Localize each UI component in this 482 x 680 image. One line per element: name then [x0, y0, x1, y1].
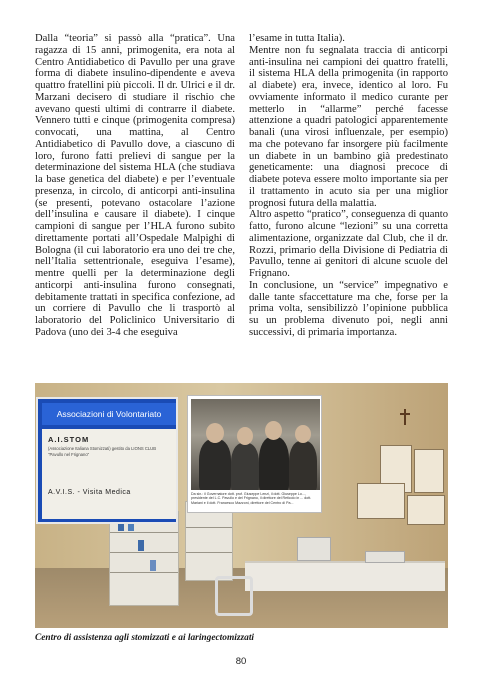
wall-poster	[357, 483, 405, 519]
chair	[215, 576, 253, 616]
paragraph: Altro aspetto “pratico”, conseguenza di quanto fatto, furono alcune “lezioni” su una corretta alimentazione, organizzate dal Club, che il dr. Rozzi, primario della Divisione di Pediatria di Pavullo, tenne ai genitori di alcune scuole del Frignano.	[249, 209, 448, 279]
paragraph: Mentre non fu segnalata traccia di anticorpi anti-insulina nei campioni dei quattro fratelli, il sistema HLA della primogenita (in rapporto al diabete) era, invece, identico al loro. Fu ovviamente informato il medico curante per metterlo in “allarme” perché facesse attenzione a quadri patologici apparentemente banali (una virosi influenzale, per esempio) ma che potevano far insorgere più facilmente un diabete in un bambino già predestinato geneticamente: una diagnosi precoce di diabete poteva essere molto importante sia per il trattamento in acuto sia per una miglior prognosi futura della malattia.	[249, 44, 448, 209]
text-column-left	[35, 33, 235, 339]
wall-poster	[407, 495, 445, 525]
sign-line: (Associazione Italiana Stomizzati) gestito da LIONS CLUB "Pavullo nel Frignano"	[48, 446, 156, 457]
paragraph: Dalla “teoria” si passò alla “pratica”. Una ragazza di 15 anni, primogenita, era nota al Centro Antidiabetico di Pavullo per una grave forma di diabete insulino-dipendente e aveva quattro fratellini più piccoli. Il dr. Ulrici e il dr. Marzani decisero di studiare il rischio che avevano questi ultimi di contrarre il diabete. Vennero tutti e cinque (primogenita compresa) convocati, una mattina, al Centro Antidiabetico di Pavullo dove, a ciascuno di loro, furono fatti prelievi di sangue per la determinazione del sistema HLA (che studiava la base genetica del diabete) e per l’eventuale presenza, in circolo, di anticorpi anti-insulina (se presenti, potevano ostacolare l’azione dell’insulina e causare il diabete). I cinque campioni di sangue per l’HLA furono subito direttamente portati all’Ospedale Malpighi di Bologna (il cui laboratorio era uno dei tre che, nell’Italia settentrionale, eseguiva l’esame), mentre quelli per la determinazione degli anticorpi anti-insulina furono consegnati, debitamente trattati in specifica confezione, ad un corriere di Pavullo che li trasportò al laboratorio del Policlinico Universitario di Padova (uno dei 3-4 che eseguiva	[35, 33, 235, 338]
desk	[245, 561, 445, 591]
sign-header: Associazioni di Volontariato	[42, 403, 176, 425]
inset-caption: Da sin.: il Governatore dott. prof. Giuseppe Lenzi, il dott. Giuseppe Lo..., presidente del L.C. Pavullo e del Frignano, il direttore del Reticolo in ... dott. Mariani e il dott. Francesco Mazzoni, direttore del Centro di Pa...	[191, 492, 312, 505]
medical-cabinet	[109, 511, 179, 606]
printer	[365, 551, 405, 563]
wall-poster	[414, 449, 444, 493]
association-sign	[36, 397, 178, 524]
group-portrait	[191, 399, 320, 490]
crucifix-icon	[400, 409, 410, 425]
sign-line: A.V.I.S. - Visita Medica	[48, 489, 131, 496]
computer-monitor	[297, 537, 331, 561]
paragraph: l’esame in tutta Italia).	[249, 33, 345, 44]
photo-caption: Centro di assistenza agli stomizzati e ai laringectomizzati	[35, 633, 255, 643]
inset-photo	[187, 395, 322, 513]
page-number: 80	[235, 656, 247, 667]
office-photo	[35, 383, 448, 628]
text-column-right	[249, 33, 448, 339]
sign-line: A.I.STOM	[48, 435, 90, 444]
sign-body	[42, 429, 176, 519]
paragraph: In conclusione, un “service” impegnativo e dalle tante sfaccettature ma che, forse per la prima volta, sensibilizzò l’opinione pubblica su un problema divenuto poi, negli anni successivi, di primaria importanza.	[249, 279, 448, 338]
glass-cabinet	[185, 501, 233, 581]
